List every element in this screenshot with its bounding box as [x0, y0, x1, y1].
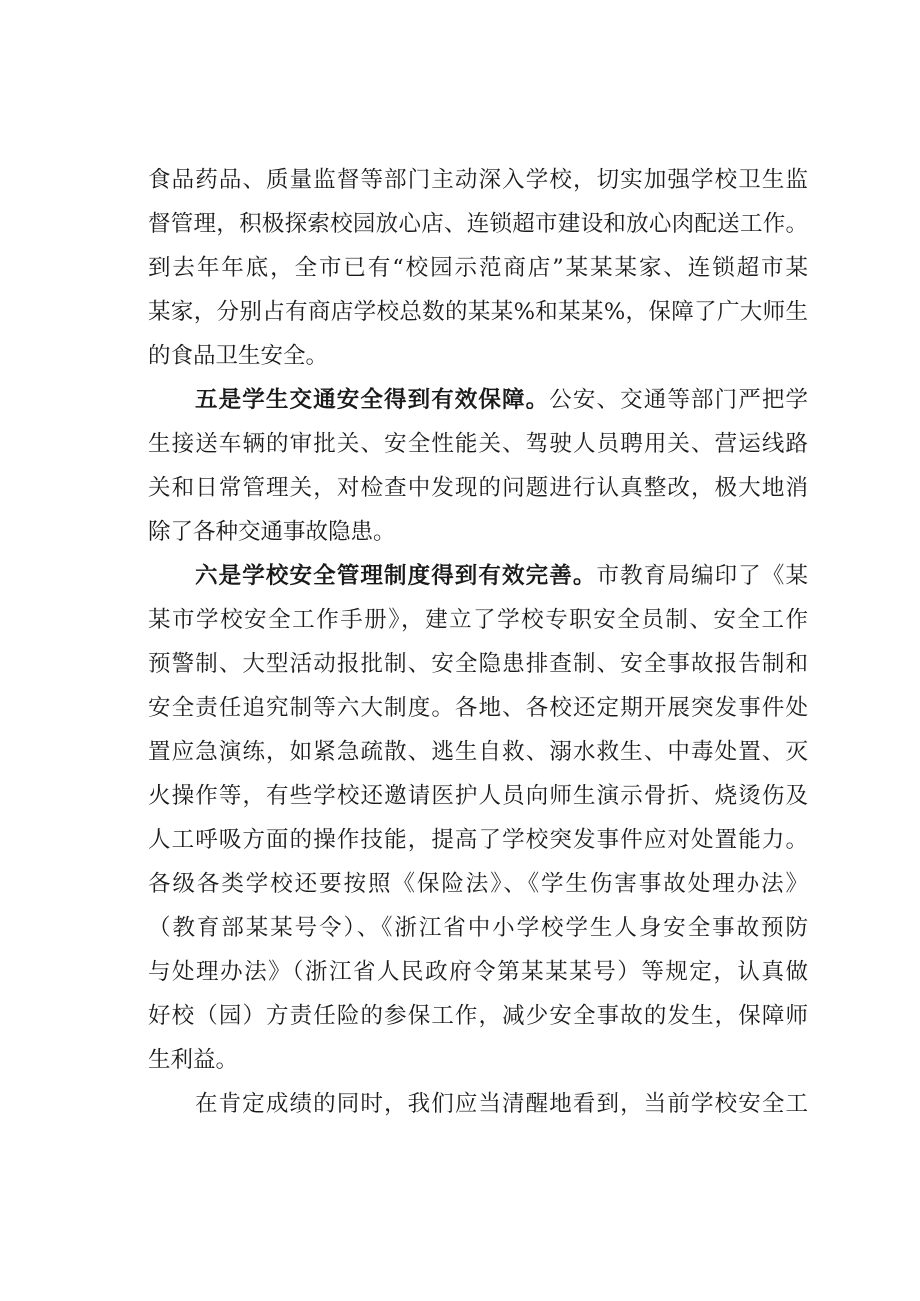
paragraph-line: 生利益。 [148, 1047, 239, 1073]
paragraph-line: 各级各类学校还要按照《保险法》、《学生伤害事故处理办法》 [148, 871, 808, 897]
paragraph-line: 关和日常管理关，对检查中发现的问题进行认真整改，极大地消 [148, 475, 808, 501]
paragraph-text: 市教育局编印了《某 [596, 563, 808, 589]
paragraph-line: 置应急演练，如紧急疏散、逃生自救、溺水救生、中毒处置、灭 [148, 739, 808, 765]
paragraph-text: 公安、交通等部门严把学 [549, 387, 808, 413]
paragraph-line: 某市学校安全工作手册》，建立了学校专职安全员制、安全工作 [148, 607, 808, 633]
paragraph-line: 在肯定成绩的同时，我们应当清醒地看到，当前学校安全工 [195, 1091, 808, 1117]
section-heading-6: 六是学校安全管理制度得到有效完善。 [195, 563, 597, 589]
paragraph-line: 生接送车辆的审批关、安全性能关、驾驶人员聘用关、营运线路 [148, 431, 808, 457]
paragraph-line: 人工呼吸方面的操作技能，提高了学校突发事件应对处置能力。 [148, 827, 808, 853]
paragraph-line-heading5 [195, 381, 808, 419]
paragraph-line: 好校（园）方责任险的参保工作，减少安全事故的发生，保障师 [148, 1003, 808, 1029]
section-heading-5: 五是学生交通安全得到有效保障。 [195, 387, 550, 413]
paragraph-line-heading6 [195, 557, 808, 595]
paragraph-line: 除了各种交通事故隐患。 [148, 519, 396, 545]
paragraph-line: 火操作等，有些学校还邀请医护人员向师生演示骨折、烧烫伤及 [148, 783, 808, 809]
paragraph-line: 食品药品、质量监督等部门主动深入学校，切实加强学校卫生监 [148, 167, 808, 193]
paragraph-line: 到去年年底，全市已有“校园示范商店”某某某家、连锁超市某 [148, 255, 808, 281]
paragraph-line: 安全责任追究制等六大制度。各地、各校还定期开展突发事件处 [148, 695, 808, 721]
paragraph-line: 与处理办法》（浙江省人民政府令第某某某号）等规定，认真做 [148, 959, 808, 985]
paragraph-line: 某家，分别占有商店学校总数的某某%和某某%，保障了广大师生 [148, 299, 808, 325]
paragraph-line: 预警制、大型活动报批制、安全隐患排查制、安全事故报告制和 [148, 651, 808, 677]
paragraph-line: 的食品卫生安全。 [148, 343, 329, 369]
paragraph-line: （教育部某某号令）、《浙江省中小学校学生人身安全事故预防 [148, 915, 808, 941]
paragraph-line: 督管理，积极探索校园放心店、连锁超市建设和放心肉配送工作。 [148, 211, 808, 237]
